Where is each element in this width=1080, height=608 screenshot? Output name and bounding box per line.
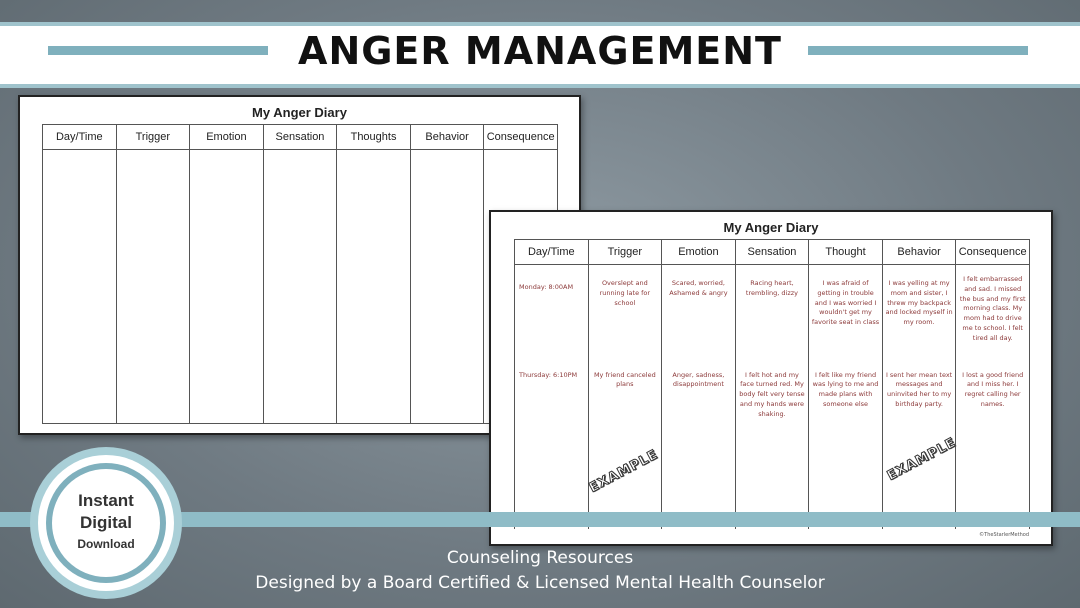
example-stamp: EXAMPLE	[884, 435, 959, 484]
table-cell	[662, 363, 736, 529]
entry-consequence: I lost a good friend and I miss her. I regret calling her names.	[962, 370, 1024, 408]
example-col-header: Behavior	[882, 240, 956, 265]
table-cell	[809, 265, 883, 363]
table-cell	[662, 265, 736, 363]
example-col-header: Day/Time	[515, 240, 589, 265]
entry-emotion: Anger, sadness, disappointment	[672, 370, 725, 389]
entry-emotion: Scared, worried, Ashamed & angry	[669, 279, 728, 297]
example-col-header: Consequence	[956, 240, 1030, 265]
footer-heading: Counseling Resources	[446, 548, 634, 568]
table-cell	[735, 363, 809, 529]
example-stamp: EXAMPLE	[586, 447, 661, 496]
badge-line-instant: Instant	[78, 491, 134, 510]
blank-col-header: Thoughts	[337, 125, 411, 150]
entry-thought: I was afraid of getting in trouble and I was worried I wouldn't get my favorite seat in class	[811, 279, 880, 327]
blank-cell	[410, 150, 484, 424]
blank-cell	[43, 150, 117, 424]
entry-time: Thursday: 6:10PM	[519, 370, 578, 379]
entry-behavior: I was yelling at my mom and sister, I threw my backpack and locked myself in my room.	[885, 279, 953, 327]
blank-cell	[190, 150, 264, 424]
table-cell	[588, 363, 662, 529]
badge-line-digital: Digital	[80, 513, 132, 532]
table-cell	[515, 265, 589, 363]
example-col-header: Trigger	[588, 240, 662, 265]
entry-sensation: Racing heart, trembling, dizzy	[745, 279, 799, 297]
table-cell	[882, 265, 956, 363]
example-col-header: Sensation	[735, 240, 809, 265]
blank-sheet-title: My Anger Diary	[252, 105, 347, 120]
page-title: ANGER MANAGEMENT	[298, 29, 782, 73]
blank-col-header: Consequence	[484, 125, 558, 150]
entry-trigger: Overslept and running late for school	[599, 279, 651, 307]
example-sheet-title: My Anger Diary	[723, 220, 819, 235]
entry-sensation: I felt hot and my face turned red. My body felt very tense and my hands were shaking.	[739, 370, 805, 418]
table-cell	[956, 265, 1030, 363]
table-cell	[515, 363, 589, 529]
blank-col-header: Trigger	[116, 125, 190, 150]
entry-time: Monday: 8:00AM	[519, 283, 574, 291]
entry-trigger: My friend canceled plans	[593, 370, 656, 389]
footer-tagline: Designed by a Board Certified & Licensed Mental Health Counselor	[255, 573, 825, 593]
blank-cell	[116, 150, 190, 424]
example-diary-sheet	[489, 210, 1053, 546]
blank-cell	[337, 150, 411, 424]
entry-thought: I felt like my friend was lying to me and made plans with someone else	[812, 370, 879, 408]
entry-behavior: I sent her mean text messages and uninvited her to my birthday party.	[885, 370, 953, 408]
copyright-watermark: ©TheStarlerMethod	[979, 532, 1029, 538]
table-cell	[956, 363, 1030, 529]
blank-col-header: Emotion	[190, 125, 264, 150]
title-banner	[0, 22, 1080, 88]
blank-cell	[263, 150, 337, 424]
example-col-header: Emotion	[662, 240, 736, 265]
badge-line-download: Download	[77, 537, 135, 551]
table-cell	[588, 265, 662, 363]
example-col-header: Thought	[809, 240, 883, 265]
blank-col-header: Day/Time	[43, 125, 117, 150]
table-cell	[735, 265, 809, 363]
badge-ring	[38, 455, 174, 591]
blank-col-header: Sensation	[263, 125, 337, 150]
entry-consequence: I felt embarrassed and sad. I missed the bus and my first morning class. My mom had to drive me to school. I felt tired all day.	[959, 275, 1026, 342]
table-cell	[809, 363, 883, 529]
blank-diary-table	[42, 124, 558, 424]
blank-col-header: Behavior	[410, 125, 484, 150]
